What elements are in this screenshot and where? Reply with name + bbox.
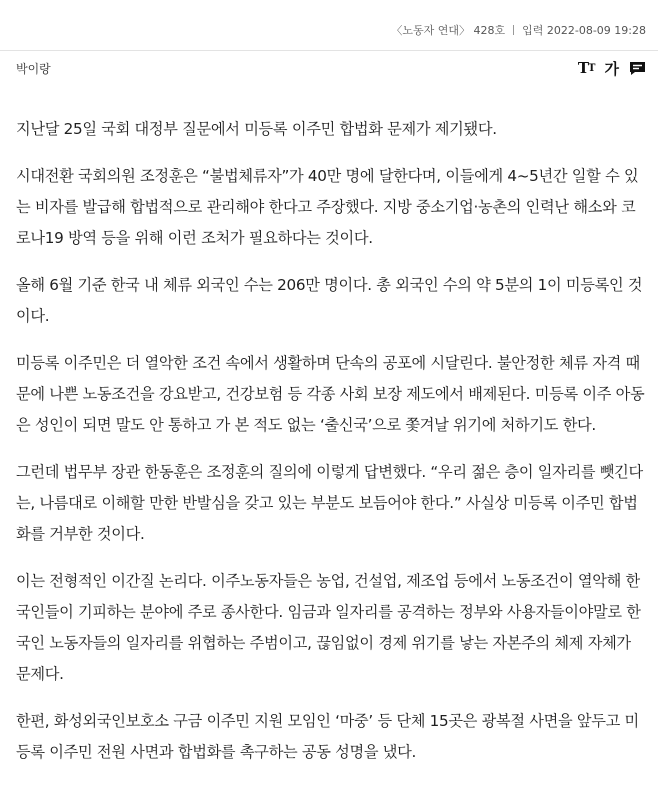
publish-date: 입력 2022-08-09 19:28 xyxy=(522,24,646,37)
font-size-icon[interactable]: T T xyxy=(577,59,595,77)
author-name: 박이랑 xyxy=(16,62,51,76)
source-label: 〈노동자 연대〉 428호 xyxy=(391,24,506,37)
paragraph: 올해 6월 기준 한국 내 체류 외국인 수는 206만 명이다. 총 외국인 수의 약 5분의 1이 미등록인 것이다. xyxy=(16,276,643,325)
article-body xyxy=(16,114,646,784)
author-toolbar xyxy=(0,50,658,84)
paragraph: 미등록 이주민은 더 열악한 조건 속에서 생활하며 단속의 공포에 시달린다. 불안정한 체류 자격 때문에 나쁜 노동조건을 강요받고, 건강보험 등 각종 사회 보장 제도에서 배제된다. 미등록 이주 아동은 성인이 되면 말도 안 통하고 가 본 적도 없는 ‘출신국’으로 쫓겨날 위기에 처하기도 한다. xyxy=(16,354,645,434)
paragraph: 이는 전형적인 이간질 논리다. 이주노동자들은 농업, 건설업, 제조업 등에서 노동조건이 열악해 한국인들이 기피하는 분야에 주로 종사한다. 임금과 일자리를 공격하는 정부와 사용자들이야말로 한국인 노동자들의 일자리를 위협하는 주범이고, 끊임없이 경제 위기를 낳는 자본주의 체제 자체가 문제다. xyxy=(16,572,641,683)
paragraph: 그런데 법무부 장관 한동훈은 조정훈의 질의에 이렇게 답변했다. “우리 젊은 층이 일자리를 뺏긴다는, 나름대로 이해할 만한 반발심을 갖고 있는 부분도 보듬어야 한다.” 사실상 미등록 이주민 합법화를 거부한 것이다. xyxy=(16,463,643,543)
meta-divider xyxy=(513,25,514,35)
translate-button[interactable]: 가 xyxy=(604,59,619,78)
paragraph: 한편, 화성외국인보호소 구금 이주민 지원 모임인 ‘마중’ 등 단체 15곳은 광복절 사면을 앞두고 미등록 이주민 전원 사면과 합법화를 촉구하는 공동 성명을 냈다. xyxy=(16,712,639,761)
article-tools xyxy=(578,59,646,77)
article-meta xyxy=(391,22,646,38)
comment-icon[interactable] xyxy=(629,59,646,77)
paragraph: 시대전환 국회의원 조정훈은 “불법체류자”가 40만 명에 달한다며, 이들에게 4~5년간 일할 수 있는 비자를 발급해 합법적으로 관리해야 한다고 주장했다. 지방 중소기업·농촌의 인력난 해소와 코로나19 방역 등을 위해 이런 조처가 필요하다는 것이다. xyxy=(16,167,639,247)
paragraph: 지난달 25일 국회 대정부 질문에서 미등록 이주민 합법화 문제가 제기됐다. xyxy=(16,120,497,138)
